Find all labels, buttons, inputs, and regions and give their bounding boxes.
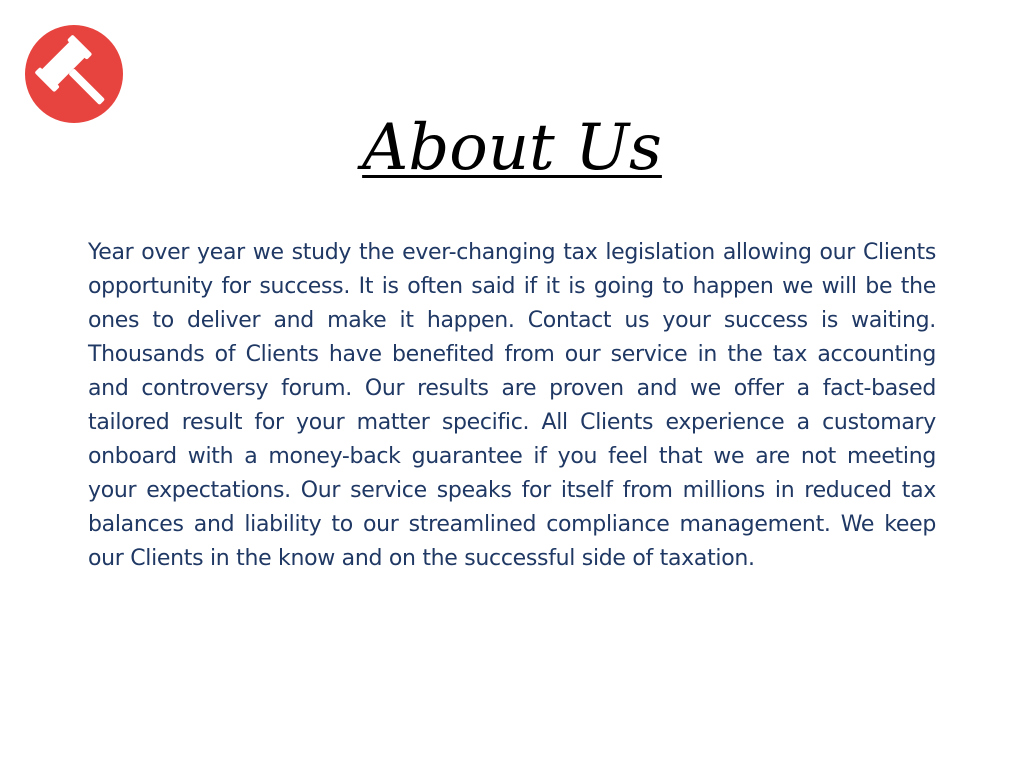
page-title	[0, 108, 1024, 188]
about-body-text: Year over year we study the ever-changing tax legislation allowing our Clients opportunity for success. It is often said if it is going to happen we will be the ones to deliver and make it happen. Contact us your success is waiting. Thousands of Clients have benefited from our service in the tax accounting and controversy forum. Our results are proven and we offer a fact-based tailored result for your matter specific. All Clients experience a customary onboard with a money-back guarantee if you feel that we are not meeting your expectations. Our service speaks for itself from millions in reduced tax balances and liability to our streamlined compliance management. We keep our Clients in the know and on the successful side of taxation.	[88, 240, 936, 571]
page-title-text: About Us	[362, 111, 662, 185]
